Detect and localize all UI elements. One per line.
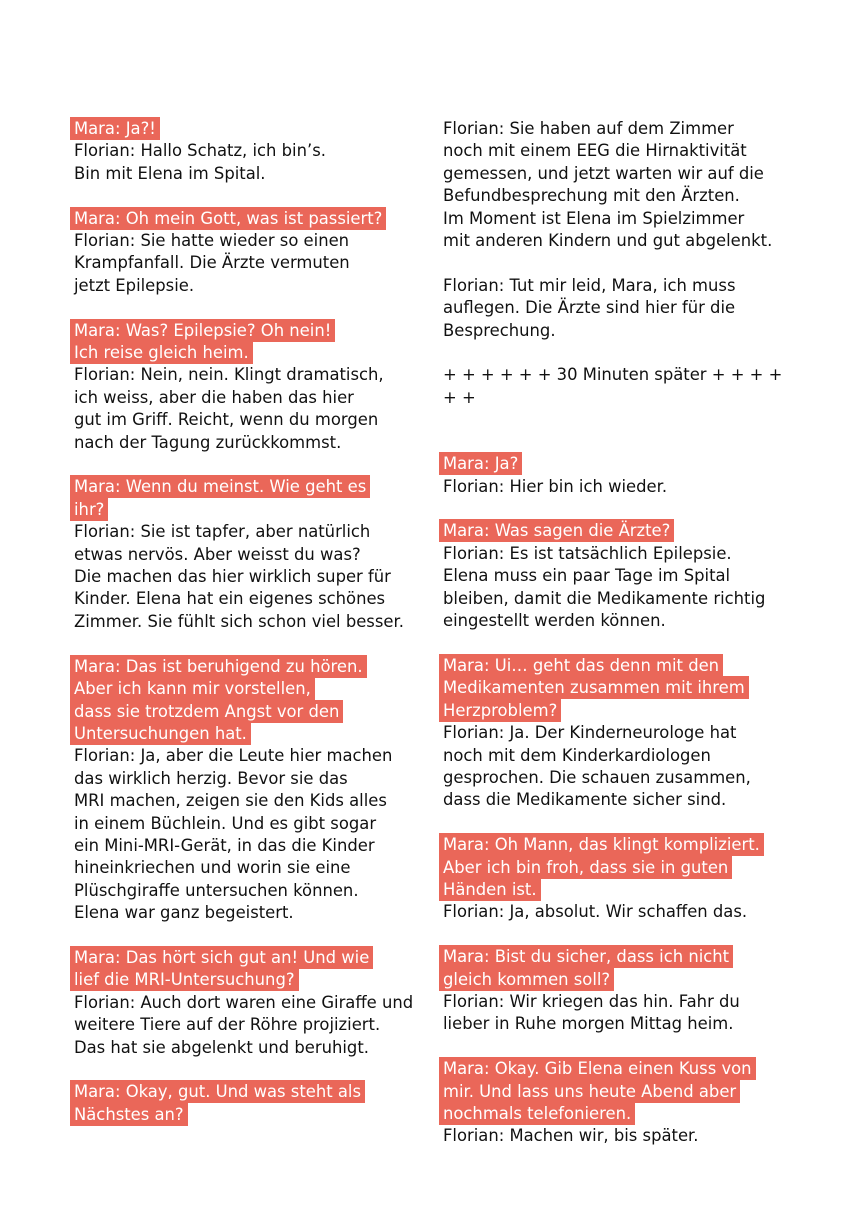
mara-highlight-text: Medikamenten zusammen mit ihrem xyxy=(439,676,749,699)
florian-line: Das hat sie abgelenkt und beruhigt. xyxy=(74,1037,369,1057)
mara-highlight-text: Mara: Okay, gut. Und was steht als xyxy=(70,1080,365,1103)
mara-highlight-text: Mara: Ja? xyxy=(439,452,522,475)
florian-line: das wirklich herzig. Bevor sie das xyxy=(74,768,348,788)
florian-line: Florian: Hallo Schatz, ich bin’s. xyxy=(74,141,326,161)
mara-highlight-text: lief die MRI-Untersuchung? xyxy=(70,968,299,991)
dialogue-block xyxy=(439,520,799,632)
dialogue-block xyxy=(439,275,799,342)
mara-highlight-text: Mara: Was sagen die Ärzte? xyxy=(439,519,674,542)
mara-line xyxy=(439,677,799,699)
mara-highlight-text: nochmals telefonieren. xyxy=(439,1102,635,1125)
florian-line: nach der Tagung zurückkommst. xyxy=(74,432,342,452)
mara-highlight-text: Mara: Ja?! xyxy=(70,117,160,140)
florian-line: gut im Griff. Reicht, wenn du morgen xyxy=(74,410,379,430)
florian-line: Befundbesprechung mit den Ärzten. xyxy=(443,186,740,206)
mara-highlight-text: Mara: Oh Mann, das klingt kompliziert. xyxy=(439,833,764,856)
florian-line: ein Mini-MRI-Gerät, in das die Kinder xyxy=(74,835,375,855)
florian-line: etwas nervös. Aber weisst du was? xyxy=(74,544,361,564)
florian-line: auflegen. Die Ärzte sind hier für die xyxy=(443,298,736,318)
mara-line xyxy=(439,700,799,722)
mara-line xyxy=(439,1081,799,1103)
florian-line: dass die Medikamente sicher sind. xyxy=(443,790,727,810)
mara-line xyxy=(70,118,422,140)
mara-highlight-text: Mara: Das hört sich gut an! Und wie xyxy=(70,946,373,969)
dialogue-block xyxy=(70,656,422,925)
left-column xyxy=(70,118,422,1149)
mara-highlight-text: Mara: Bist du sicher, dass ich nicht xyxy=(439,945,733,968)
florian-line: Florian: Ja, absolut. Wir schaffen das. xyxy=(443,902,748,922)
mara-highlight-text: Händen ist. xyxy=(439,878,541,901)
florian-line: eingestellt werden können. xyxy=(443,611,666,631)
mara-highlight-text: Aber ich kann mir vorstellen, xyxy=(70,677,315,700)
florian-line: gesprochen. Die schauen zusammen, xyxy=(443,767,751,787)
dialogue-block xyxy=(439,118,799,252)
dialogue-block xyxy=(70,476,422,633)
mara-highlight-text: gleich kommen soll? xyxy=(439,968,614,991)
dialogue-block xyxy=(439,946,799,1036)
florian-line: Zimmer. Sie fühlt sich schon viel besser. xyxy=(74,611,404,631)
mara-highlight-text: Untersuchungen hat. xyxy=(70,722,251,745)
mara-line xyxy=(439,1103,799,1125)
florian-line: Florian: Machen wir, bis später. xyxy=(443,1126,699,1146)
mara-line xyxy=(439,453,799,475)
mara-line xyxy=(70,678,422,700)
florian-line: Elena muss ein paar Tage im Spital xyxy=(443,566,731,586)
florian-line: Florian: Nein, nein. Klingt dramatisch, xyxy=(74,365,384,385)
mara-line xyxy=(439,520,799,542)
florian-line: Kinder. Elena hat ein eigenes schönes xyxy=(74,589,386,609)
florian-line: weitere Tiere auf der Röhre projiziert. xyxy=(74,1015,381,1035)
florian-line: Bin mit Elena im Spital. xyxy=(74,163,266,183)
florian-line: Besprechung. xyxy=(443,320,556,340)
florian-line: Florian: Sie haben auf dem Zimmer xyxy=(443,119,734,138)
dialogue-block xyxy=(439,1058,799,1148)
dialogue-block xyxy=(439,655,799,812)
mara-highlight-text: Herzproblem? xyxy=(439,699,561,722)
florian-line: Elena war ganz begeistert. xyxy=(74,903,294,923)
florian-line: jetzt Epilepsie. xyxy=(74,275,195,295)
mara-line xyxy=(70,1104,422,1126)
florian-line: mit anderen Kindern und gut abgelenkt. xyxy=(443,231,773,251)
mara-line xyxy=(70,320,422,342)
florian-line: noch mit einem EEG die Hirnaktivität xyxy=(443,141,747,161)
mara-line xyxy=(70,499,422,521)
dialogue-block xyxy=(70,947,422,1059)
time-separator: + + + + + + 30 Minuten später + + + + + + xyxy=(443,365,783,407)
mara-highlight-text: Mara: Das ist beruhigend zu hören. xyxy=(70,655,367,678)
florian-line: hineinkriechen und worin sie eine xyxy=(74,858,351,878)
florian-line: Florian: Tut mir leid, Mara, ich muss xyxy=(443,275,736,295)
dialogue-block xyxy=(70,320,422,454)
mara-highlight-text: dass sie trotzdem Angst vor den xyxy=(70,700,343,723)
mara-highlight-text: Aber ich bin froh, dass sie in guten xyxy=(439,856,732,879)
florian-line: Florian: Auch dort waren eine Giraffe und xyxy=(74,992,414,1012)
mara-highlight-text: Mara: Ui… geht das denn mit den xyxy=(439,654,723,677)
mara-line xyxy=(439,879,799,901)
mara-highlight-text: mir. Und lass uns heute Abend aber xyxy=(439,1080,740,1103)
right-column xyxy=(439,118,799,1170)
florian-line: gemessen, und jetzt warten wir auf die xyxy=(443,163,764,183)
florian-line: Krampfanfall. Die Ärzte vermuten xyxy=(74,253,350,273)
florian-line: Im Moment ist Elena im Spielzimmer xyxy=(443,208,745,228)
mara-highlight-text: ihr? xyxy=(70,498,108,521)
mara-line xyxy=(70,208,422,230)
florian-line: Florian: Sie hatte wieder so einen xyxy=(74,231,350,251)
florian-line: Florian: Es ist tatsächlich Epilepsie. xyxy=(443,543,732,563)
florian-line: ich weiss, aber die haben das hier xyxy=(74,387,354,407)
florian-line: Florian: Wir kriegen das hin. Fahr du xyxy=(443,991,740,1011)
florian-line: bleiben, damit die Medikamente richtig xyxy=(443,588,766,608)
mara-highlight-text: Mara: Was? Epilepsie? Oh nein! xyxy=(70,319,335,342)
mara-line xyxy=(439,655,799,677)
mara-line xyxy=(70,476,422,498)
florian-line: Florian: Ja, aber die Leute hier machen xyxy=(74,746,393,766)
dialogue-block xyxy=(439,453,799,498)
mara-highlight-text: Ich reise gleich heim. xyxy=(70,341,253,364)
florian-line: Plüschgiraffe untersuchen können. xyxy=(74,880,359,900)
dialogue-block xyxy=(70,118,422,185)
mara-highlight-text: Mara: Wenn du meinst. Wie geht es xyxy=(70,475,370,498)
mara-line xyxy=(439,834,799,856)
mara-line xyxy=(439,969,799,991)
mara-line xyxy=(439,1058,799,1080)
dialogue-block xyxy=(439,364,799,409)
florian-line: in einem Büchlein. Und es gibt sogar xyxy=(74,813,377,833)
mara-line xyxy=(70,947,422,969)
mara-line xyxy=(439,857,799,879)
mara-line xyxy=(70,701,422,723)
dialogue-block xyxy=(70,208,422,298)
dialogue-block xyxy=(439,834,799,924)
florian-line: MRI machen, zeigen sie den Kids alles xyxy=(74,791,387,811)
mara-line xyxy=(70,656,422,678)
mara-highlight-text: Mara: Oh mein Gott, was ist passiert? xyxy=(70,207,386,230)
mara-line xyxy=(70,1081,422,1103)
florian-line: Florian: Sie ist tapfer, aber natürlich xyxy=(74,522,371,542)
mara-line xyxy=(439,946,799,968)
florian-line: Florian: Hier bin ich wieder. xyxy=(443,476,668,496)
florian-line: noch mit dem Kinderkardiologen xyxy=(443,745,711,765)
mara-highlight-text: Nächstes an? xyxy=(70,1103,188,1126)
florian-line: lieber in Ruhe morgen Mittag heim. xyxy=(443,1014,734,1034)
mara-highlight-text: Mara: Okay. Gib Elena einen Kuss von xyxy=(439,1057,756,1080)
florian-line: Florian: Ja. Der Kinderneurologe hat xyxy=(443,723,737,743)
mara-line xyxy=(70,969,422,991)
mara-line xyxy=(70,342,422,364)
mara-line xyxy=(70,723,422,745)
florian-line: Die machen das hier wirklich super für xyxy=(74,567,391,587)
dialogue-block xyxy=(70,1081,422,1126)
